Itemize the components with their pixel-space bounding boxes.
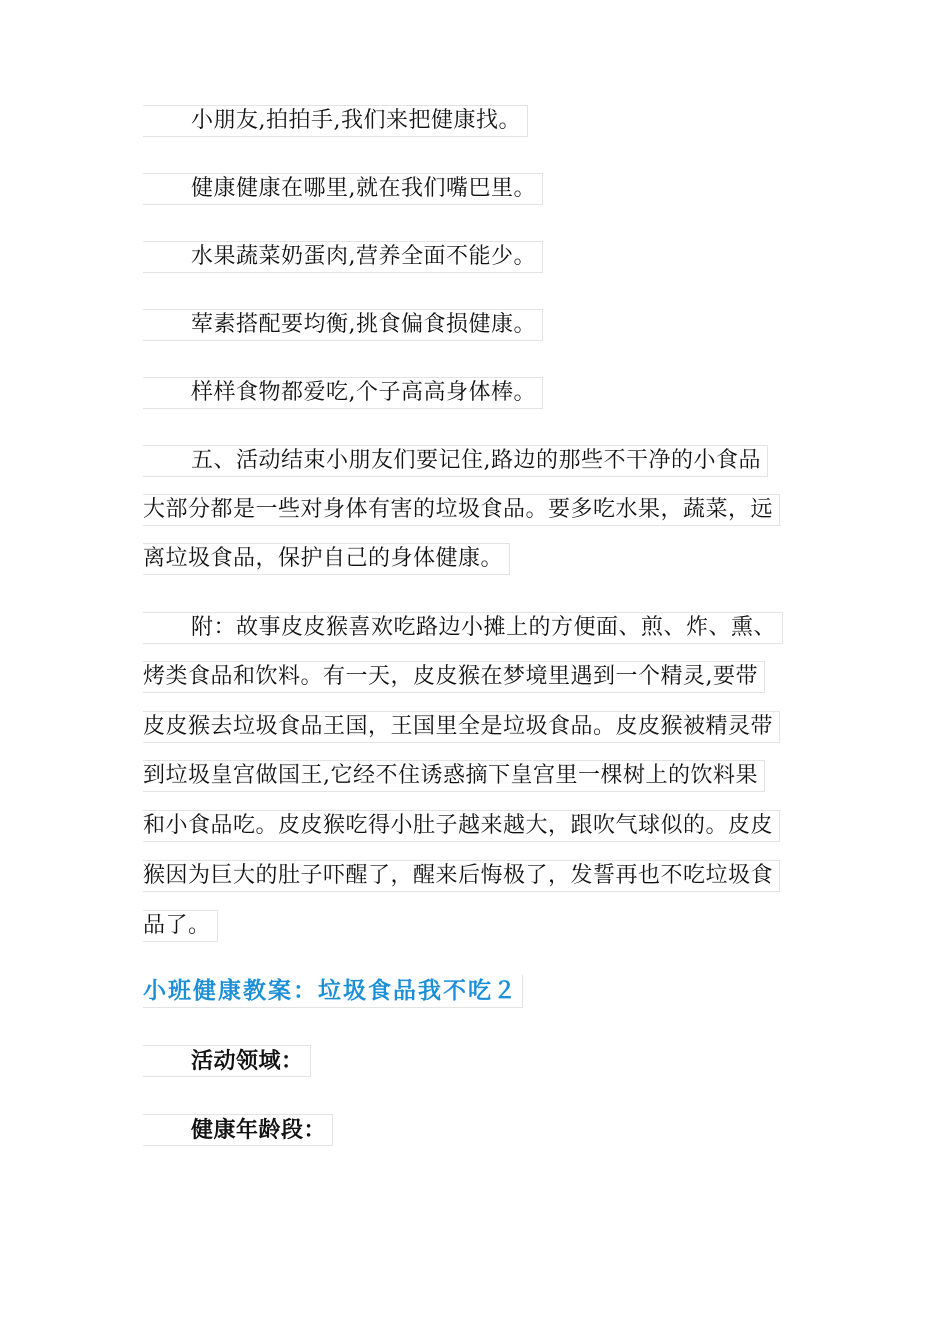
- rhyme-line: 荤素搭配要均衡,挑食偏食损健康。: [143, 309, 543, 341]
- story-line: 猴因为巨大的肚子吓醒了，醒来后悔极了，发誓再也不吃垃圾食: [143, 860, 780, 892]
- rhyme-line: 健康健康在哪里,就在我们嘴巴里。: [143, 173, 543, 205]
- age-label: 健康年龄段：: [143, 1114, 333, 1146]
- story-line: 到垃圾皇宫做国王,它经不住诱惑摘下皇宫里一棵树上的饮料果: [143, 760, 765, 792]
- step5-line: 大部分都是一些对身体有害的垃圾食品。要多吃水果，蔬菜，远: [143, 494, 780, 526]
- story-line: 品了。: [143, 910, 218, 942]
- section-heading: 小班健康教案：垃圾食品我不吃２: [143, 975, 523, 1008]
- story-line: 烤类食品和饮料。有一天，皮皮猴在梦境里遇到一个精灵,要带: [143, 661, 765, 693]
- rhyme-line: 水果蔬菜奶蛋肉,营养全面不能少。: [143, 241, 543, 273]
- step5-line: 离垃圾食品，保护自己的身体健康。: [143, 543, 510, 575]
- story-line: 附：故事皮皮猴喜欢吃路边小摊上的方便面、煎、炸、熏、: [143, 612, 783, 644]
- rhyme-line: 样样食物都爱吃,个子高高身体棒。: [143, 377, 543, 409]
- story-line: 皮皮猴去垃圾食品王国，王国里全是垃圾食品。皮皮猴被精灵带: [143, 711, 780, 743]
- rhyme-line: 小朋友,拍拍手,我们来把健康找。: [143, 105, 528, 137]
- step5-line: 五、活动结束小朋友们要记住,路边的那些不干净的小食品: [143, 445, 768, 477]
- story-line: 和小食品吃。皮皮猴吃得小肚子越来越大，跟吹气球似的。皮皮: [143, 810, 780, 842]
- domain-label: 活动领域：: [143, 1045, 311, 1077]
